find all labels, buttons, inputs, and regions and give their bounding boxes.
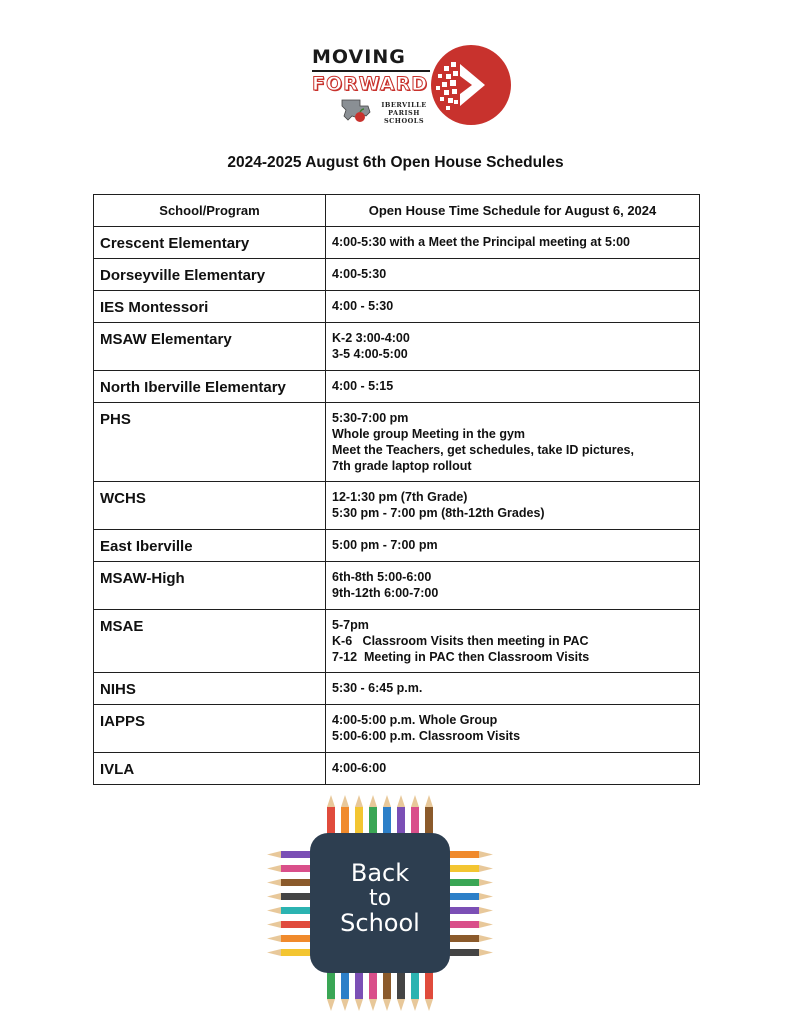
school-name: NIHS	[94, 673, 326, 705]
schedule-table	[93, 194, 700, 785]
pencil	[267, 893, 313, 900]
table-row	[94, 673, 700, 705]
time-schedule: 12-1:30 pm (7th Grade) 5:30 pm - 7:00 pm (8th-12th Grades)	[326, 482, 700, 530]
table-row	[94, 705, 700, 753]
table-header-row	[94, 195, 700, 227]
pencil	[447, 893, 493, 900]
page-title: 2024-2025 August 6th Open House Schedules	[227, 154, 564, 171]
chalk-text-back: Back	[350, 859, 410, 887]
pencil	[383, 969, 391, 1011]
logo-district-name: IBERVILLE PARISH SCHOOLS	[381, 101, 427, 125]
pencil	[267, 935, 313, 942]
pencil	[411, 795, 419, 837]
time-schedule: 5:00 pm - 7:00 pm	[326, 530, 700, 562]
district-logo	[310, 44, 510, 128]
pencil	[425, 969, 433, 1011]
time-schedule: 5-7pm K-6 Classroom Visits then meeting in PAC 7-12 Meeting in PAC then Classroom Visits	[326, 610, 700, 673]
time-schedule: 4:00 - 5:15	[326, 371, 700, 403]
pencil	[355, 795, 363, 837]
table-row	[94, 403, 700, 482]
table-row	[94, 753, 700, 785]
pencil	[369, 795, 377, 837]
school-name: IES Montessori	[94, 291, 326, 323]
pencil	[267, 879, 313, 886]
pencil	[447, 921, 493, 928]
school-name: MSAE	[94, 610, 326, 673]
louisiana-apple-icon	[340, 96, 374, 124]
pencil	[267, 851, 313, 858]
pencil	[341, 795, 349, 837]
chalk-text-school: School	[340, 909, 420, 937]
pencil	[267, 949, 313, 956]
school-name: MSAW Elementary	[94, 323, 326, 371]
pencil	[447, 935, 493, 942]
school-name: MSAW-High	[94, 562, 326, 610]
pencil	[341, 969, 349, 1011]
school-name: East Iberville	[94, 530, 326, 562]
pencil	[397, 969, 405, 1011]
time-schedule: 4:00-5:30 with a Meet the Principal meeting at 5:00	[326, 227, 700, 259]
pencil	[397, 795, 405, 837]
pencil	[327, 795, 335, 837]
time-schedule: 6th-8th 5:00-6:00 9th-12th 6:00-7:00	[326, 562, 700, 610]
time-schedule: K-2 3:00-4:00 3-5 4:00-5:00	[326, 323, 700, 371]
time-schedule: 4:00-6:00	[326, 753, 700, 785]
table-row	[94, 323, 700, 371]
school-name: IVLA	[94, 753, 326, 785]
time-schedule: 4:00-5:00 p.m. Whole Group 5:00-6:00 p.m. Classroom Visits	[326, 705, 700, 753]
school-name: PHS	[94, 403, 326, 482]
table-row	[94, 562, 700, 610]
school-name: IAPPS	[94, 705, 326, 753]
time-schedule: 5:30-7:00 pm Whole group Meeting in the gym Meet the Teachers, get schedules, take ID pictures, 7th grade laptop rollout	[326, 403, 700, 482]
pencil	[447, 851, 493, 858]
pencil	[425, 795, 433, 837]
table-row	[94, 371, 700, 403]
pencil	[447, 865, 493, 872]
table-row	[94, 610, 700, 673]
school-name: North Iberville Elementary	[94, 371, 326, 403]
logo-moving-text: MOVING	[312, 46, 406, 68]
pencil	[355, 969, 363, 1011]
pencil	[383, 795, 391, 837]
school-name: Crescent Elementary	[94, 227, 326, 259]
pencil	[267, 921, 313, 928]
pencil	[267, 907, 313, 914]
table-row	[94, 530, 700, 562]
time-schedule: 4:00-5:30	[326, 259, 700, 291]
school-name: WCHS	[94, 482, 326, 530]
forward-arrow-icon	[430, 44, 512, 126]
table-row	[94, 259, 700, 291]
pencil	[369, 969, 377, 1011]
table-row	[94, 482, 700, 530]
column-header-time: Open House Time Schedule for August 6, 2024	[326, 195, 700, 227]
column-header-school: School/Program	[94, 195, 326, 227]
school-name: Dorseyville Elementary	[94, 259, 326, 291]
logo-forward-text: FORWARD	[312, 73, 428, 95]
pencil	[267, 865, 313, 872]
table-row	[94, 227, 700, 259]
pencil	[327, 969, 335, 1011]
table-row	[94, 291, 700, 323]
pencil	[447, 879, 493, 886]
time-schedule: 4:00 - 5:30	[326, 291, 700, 323]
pencil	[447, 907, 493, 914]
logo-rule	[312, 70, 430, 72]
chalk-text-to: to	[368, 886, 392, 911]
time-schedule: 5:30 - 6:45 p.m.	[326, 673, 700, 705]
back-to-school-graphic	[265, 793, 495, 1015]
pencil	[411, 969, 419, 1011]
pencil	[447, 949, 493, 956]
